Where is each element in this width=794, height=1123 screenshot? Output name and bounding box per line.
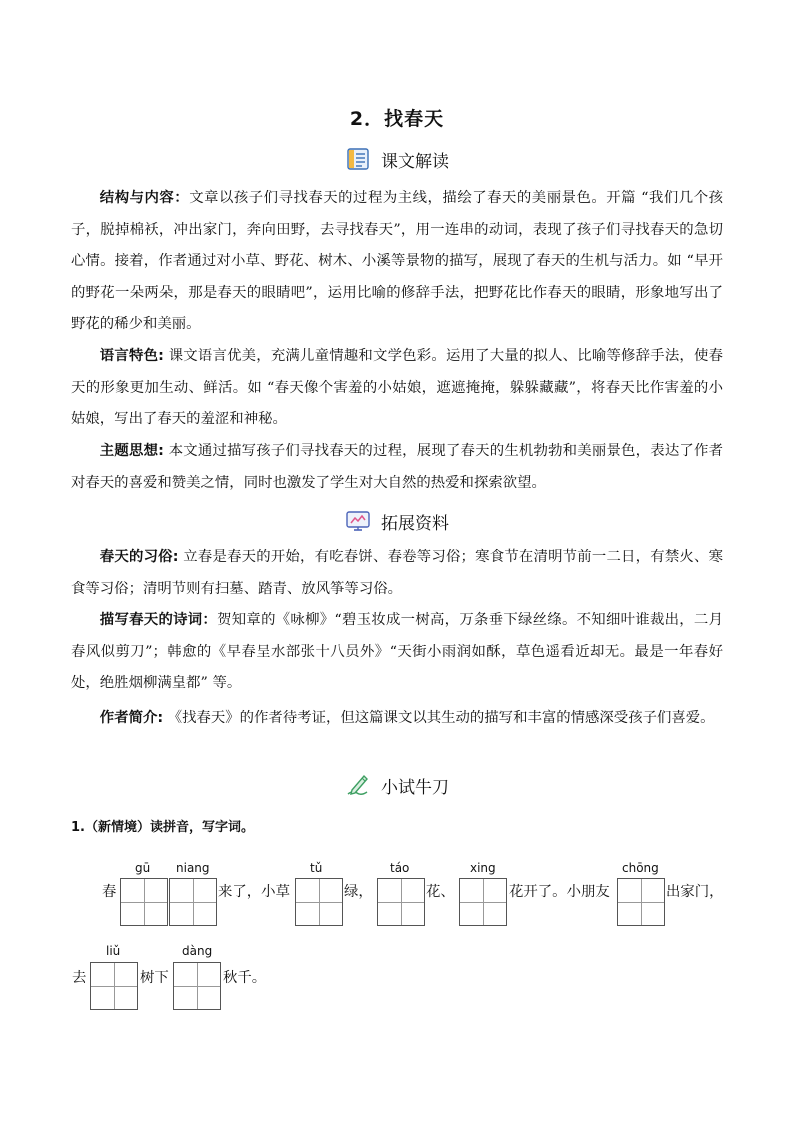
section-heading-extension	[0, 508, 794, 539]
pinyin: dàng	[182, 944, 213, 958]
pinyin: liǔ	[106, 944, 121, 958]
pinyin: niang	[176, 861, 210, 875]
answer-box[interactable]	[120, 878, 168, 926]
paragraph-text: 立春是春天的开始，有吃春饼、春卷等习俗；寒食节在清明节前一二日，有禁火、寒食等习俗；清明节则有扫墓、踏青、放风筝等习俗。	[71, 549, 723, 597]
section-heading-text: 拓展资料	[381, 513, 449, 534]
section-heading-text: 小试牛刀	[381, 777, 449, 798]
paragraph-text: 本文通过描写孩子们寻找春天的过程，展现了春天的生机勃勃和美丽景色，表达了作者对春天的喜爱和赞美之情，同时也激发了学生对大自然的热爱和探索欲望。	[71, 443, 723, 491]
question-text: 花、	[426, 884, 455, 900]
paragraph-label: 作者简介:	[99, 710, 164, 726]
paragraph-text: 文章以孩子们寻找春天的过程为主线，描绘了春天的美丽景色。开篇 “我们几个孩子，脱掉棉袄，冲出家门，奔向田野，去寻找春天”，用一连串的动词，表现了孩子们寻找春天的急切心情。接着，作者通过对小草、野花、树木、小溪等景物的描写，展现了春天的生机与活力。如 “早开的野花一朵两朵，那是春天的眼睛吧”，运用比喻的修辞手法，把野花比作春天的眼睛，形象地写出了野花的稀少和美丽。	[71, 190, 723, 332]
paragraph-label: 语言特色:	[99, 348, 164, 364]
answer-box[interactable]	[459, 878, 507, 926]
question-text: 去	[72, 970, 87, 986]
page-title: 2．找春天	[349, 108, 445, 130]
question-text: 花开了。小朋友	[509, 884, 610, 900]
paragraph-label: 主题思想:	[99, 443, 164, 459]
answer-box[interactable]	[90, 962, 138, 1010]
question-text: 秋千。	[223, 970, 267, 986]
question-text: 树下	[140, 970, 169, 986]
section-heading-practice	[0, 772, 794, 803]
paragraph-label: 结构与内容：	[99, 190, 190, 206]
section-heading-text: 课文解读	[381, 151, 449, 172]
answer-box[interactable]	[295, 878, 343, 926]
pen-icon	[345, 772, 371, 798]
answer-box[interactable]	[617, 878, 665, 926]
paragraph-label: 春天的习俗:	[99, 549, 179, 565]
answer-box[interactable]	[169, 878, 217, 926]
pinyin: gū	[135, 861, 151, 875]
screen-icon	[345, 508, 371, 534]
paragraph-theme	[71, 436, 723, 499]
question-text: 出家门，	[666, 884, 724, 900]
answer-box[interactable]	[377, 878, 425, 926]
answer-box[interactable]	[173, 962, 221, 1010]
book-icon	[345, 146, 371, 172]
paragraph-customs	[71, 542, 723, 605]
paragraph-text: 课文语言优美，充满儿童情趣和文学色彩。运用了大量的拟人、比喻等修辞手法，使春天的形象更加生动、鲜活。如 “春天像个害羞的小姑娘，遮遮掩掩，躲躲藏藏”，将春天比作害羞的小姑娘，写出了春天的羞涩和神秘。	[71, 348, 723, 427]
section-heading-interpretation	[0, 146, 794, 177]
question-text: 绿，	[344, 884, 373, 900]
question-text: 春	[102, 884, 117, 900]
paragraph-label: 描写春天的诗词：	[99, 612, 218, 628]
question-text: 来了，小草	[218, 884, 290, 900]
pinyin: táo	[390, 861, 410, 875]
paragraph-language	[71, 341, 723, 436]
pinyin: xing	[470, 861, 496, 875]
paragraph-author	[71, 703, 723, 735]
paragraph-poems	[71, 605, 723, 700]
paragraph-structure	[71, 183, 723, 341]
paragraph-text: 贺知章的《咏柳》“碧玉妆成一树高，万条垂下绿丝绦。不知细叶谁裁出，二月春风似剪刀”；韩愈的《早春呈水部张十八员外》“天街小雨润如酥，草色遥看近却无。最是一年春好处，绝胜烟柳满皇都” 等。	[71, 612, 723, 691]
paragraph-text: 《找春天》的作者待考证，但这篇课文以其生动的描写和丰富的情感深受孩子们喜爱。	[163, 710, 715, 726]
pinyin: chōng	[622, 861, 659, 875]
pinyin: tǔ	[310, 861, 323, 875]
question-title: 1.（新情境）读拼音，写字词。	[71, 820, 254, 835]
